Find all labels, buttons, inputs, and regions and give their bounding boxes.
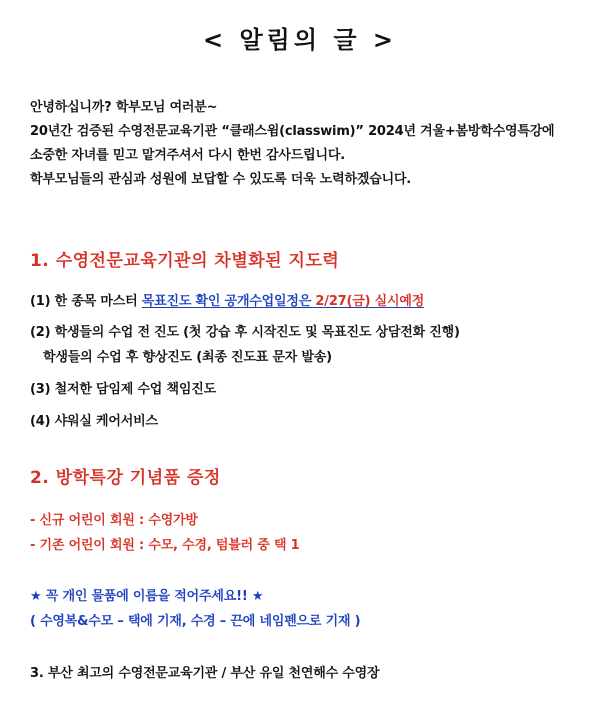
intro-line-4: 학부모님들의 관심과 성원에 보답할 수 있도록 더욱 노력하겠습니다. (30, 172, 412, 187)
section-1-item-2-line-2: 학생들의 수업 후 향상진도 (최종 진도표 문자 발송) (43, 350, 332, 365)
name-label-notice: ★ 꼭 개인 물품에 이름을 적어주세요!! ★ (30, 589, 264, 604)
section-1-heading: 1. 수영전문교육기관의 차별화된 지도력 (30, 251, 340, 271)
intro-line-2: 20년간 검증된 수영전문교육기관 “클래스윔(classwim)” 2024년 겨울+봄방학수영특강에 (30, 124, 555, 139)
new-member-gift: - 신규 어린이 회원 : 수영가방 (30, 513, 198, 528)
intro-line-3: 소중한 자녀를 믿고 맡겨주셔서 다시 한번 감사드립니다. (30, 148, 345, 163)
existing-member-gift: - 기존 어린이 회원 : 수모, 수경, 텀블러 중 택 1 (30, 538, 300, 553)
name-label-instructions: ( 수영복&수모 – 택에 기재, 수경 – 끈에 네임펜으로 기재 ) (30, 614, 361, 629)
section-1-item-2-line-1: (2) 학생들의 수업 전 진도 (첫 강습 후 시작진도 및 목표진도 상담전화 진행) (30, 325, 460, 340)
section-1-item-4: (4) 샤워실 케어서비스 (30, 414, 158, 429)
open-class-schedule-link: 목표진도 확인 공개수업일정은 (141, 294, 316, 309)
page-title: < 알림의 글 > (202, 26, 398, 54)
item-1-prefix: (1) 한 종목 마스터 (30, 294, 142, 309)
section-3-heading: 3. 부산 최고의 수영전문교육기관 / 부산 유일 천연해수 수영장 (30, 666, 380, 681)
section-2-heading: 2. 방학특강 기념품 증정 (30, 468, 221, 488)
section-1-item-3: (3) 철저한 담임제 수업 책임진도 (30, 382, 216, 397)
greeting-text: 안녕하십니까? 학부모님 여러분~ (30, 100, 218, 115)
open-class-date-link: 2/27(금) 실시예정 (315, 294, 425, 309)
section-1-item-1 (30, 290, 424, 309)
